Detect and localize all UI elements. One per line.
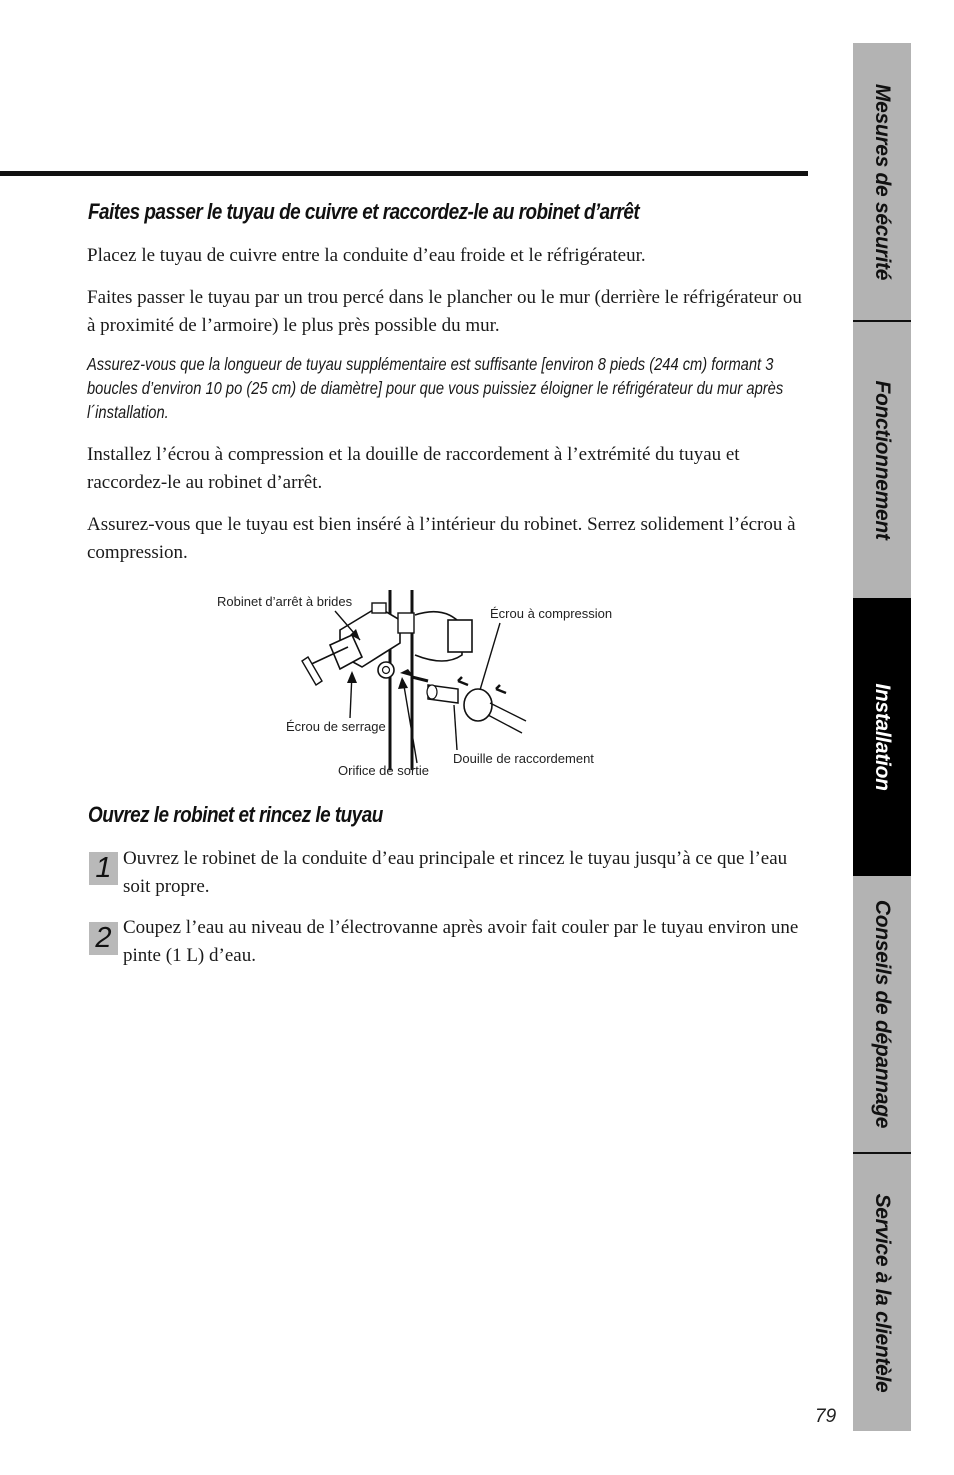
- assembly-arrow-3: [496, 685, 506, 693]
- page-number: 79: [815, 1406, 837, 1427]
- label-sleeve: Douille de raccordement: [453, 751, 594, 766]
- copper-tube-bottom: [488, 715, 522, 733]
- tab-troubleshooting-label: Conseils de dépannage: [871, 899, 894, 1129]
- label-outlet: Orifice de sortie: [338, 763, 430, 778]
- section-heading-pipe: Faites passer le tuyau de cuivre et raccordez-le au robinet d’arrêt: [88, 199, 640, 224]
- leader-outlet: [403, 680, 417, 763]
- valve-top-bolt: [372, 603, 386, 613]
- leader-compression-nut: [480, 623, 500, 690]
- step-1-text: Ouvrez le robinet de la conduite d’eau principale et rincez le tuyau jusqu’à ce que l’eau soit propre.: [123, 848, 788, 897]
- paragraph-route-pipe: Faites passer le tuyau par un trou percé dans le plancher ou le mur (derrière le réfrigérateur ou à proximité de l’armoire) le plus près possible du mur.: [87, 287, 802, 336]
- tab-operation-label: Fonctionnement: [871, 380, 894, 540]
- tab-customer-service[interactable]: [853, 1154, 911, 1431]
- step-2-number: 2: [89, 922, 118, 955]
- label-compression-nut: Écrou à compression: [490, 606, 613, 621]
- tab-safety[interactable]: [853, 43, 911, 321]
- section-heading-flush: Ouvrez le robinet et rincez le tuyau: [88, 802, 383, 827]
- tab-troubleshooting[interactable]: [853, 876, 911, 1152]
- step-1-number: 1: [89, 852, 118, 885]
- top-rule: [0, 171, 808, 176]
- leader-sleeve: [454, 705, 457, 750]
- outlet-hole: [383, 667, 390, 674]
- leader-outlet-arrowhead: [398, 677, 408, 689]
- paragraph-place-pipe: Placez le tuyau de cuivre entre la conduite d’eau froide et le réfrigérateur.: [87, 245, 646, 266]
- tab-installation-label: Installation: [871, 683, 894, 791]
- compression-nut-shape: [464, 689, 492, 721]
- section-tabs: [853, 43, 911, 1431]
- tab-installation[interactable]: [853, 598, 911, 876]
- tab-operation[interactable]: [853, 322, 911, 598]
- clamp-bracket: [448, 620, 472, 652]
- label-valve: Robinet d’arrêt à brides: [217, 594, 353, 609]
- paragraph-tighten-nut: Assurez-vous que le tuyau est bien inséré à l’intérieur du robinet. Serrez solidement l’écrou à compression.: [87, 514, 796, 563]
- note-extra-length: Assurez-vous que la longueur de tuyau supplémentaire est suffisante [environ 8 pieds (244 cm) formant 3 boucles d’environ 10 po (25 cm) de diamètre] pour que vous puissiez éloigner le réfrigérateur du mur après l´installation.: [87, 354, 784, 422]
- assembly-arrow-2: [458, 677, 468, 685]
- leader-packing-nut-arrowhead: [347, 671, 357, 683]
- paragraph-install-nut: Installez l’écrou à compression et la douille de raccordement à l’extrémité du tuyau et raccordez-le au robinet d’arrêt.: [87, 444, 740, 493]
- label-packing-nut: Écrou de serrage: [286, 719, 386, 734]
- assembly-arrow-1: [412, 677, 428, 681]
- step-2-text: Coupez l’eau au niveau de l’électrovanne après avoir fait couler par le tuyau environ une pinte (1 L) d’eau.: [123, 917, 799, 966]
- tab-customer-service-label: Service à la clientèle: [871, 1193, 894, 1392]
- valve-clamp-bolt: [398, 613, 414, 633]
- sleeve-end: [427, 685, 437, 699]
- tab-safety-label: Mesures de sécurité: [871, 83, 894, 281]
- valve-diagram: [200, 585, 620, 785]
